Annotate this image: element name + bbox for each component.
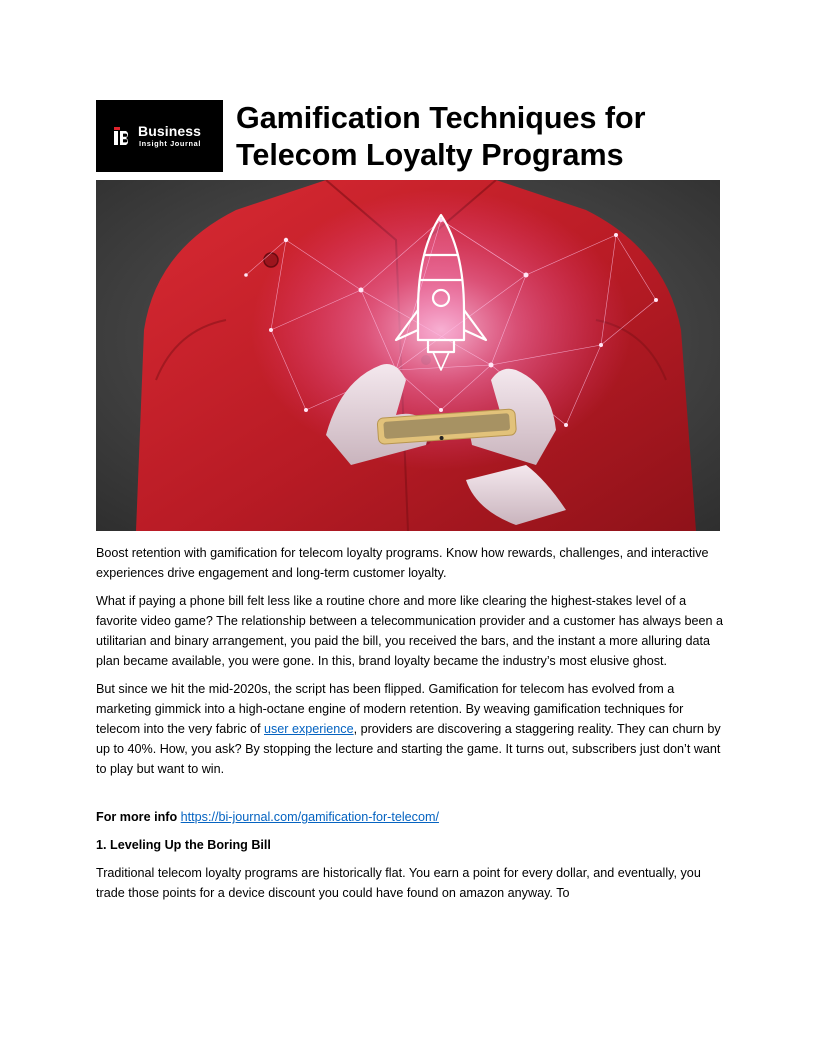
page-title	[236, 100, 720, 174]
intro-paragraph: Boost retention with gamification for telecom loyalty programs. Know how rewards, challenges, and interactive experiences drive engagement and long-term customer loyalty.	[96, 546, 709, 580]
more-info-line	[96, 807, 726, 827]
user-experience-link[interactable]: user experience	[264, 722, 354, 736]
body-paragraph-3	[96, 679, 726, 779]
logo-wordmark: Business	[138, 123, 202, 139]
hero-image	[96, 180, 720, 531]
title-line-1: Gamification Techniques for	[236, 101, 646, 135]
body-paragraph-4: Traditional telecom loyalty programs are historically flat. You earn a point for every dollar, and eventually, you trade those points for a device discount you could have found on amazon anyway. To	[96, 866, 701, 900]
title-line-2: Telecom Loyalty Programs	[236, 138, 624, 172]
more-info-label: For more info	[96, 810, 178, 824]
business-insight-journal-logo[interactable]	[96, 100, 223, 172]
more-info-link[interactable]: https://bi-journal.com/gamification-for-telecom/	[180, 810, 439, 824]
paragraph-3-text-end: , providers are discovering a staggering reality. They can churn by up to 40%. How, you ask? By stopping the lecture and starting the game. It turns out, subscribers just don’t want to play but want to win.	[96, 722, 721, 776]
paragraph-3-text-start: But since we hit the mid-2020s, the script has been flipped. Gamification for telecom has evolved from a marketing gimmick into a high-octane engine of modern retention. By weaving gamification techniques for telecom into the very fabric of	[96, 682, 684, 736]
body-paragraph-2: What if paying a phone bill felt less like a routine chore and more like clearing the highest-stakes level of a favorite video game? The relationship between a telecommunication provider and a customer has always been a utilitarian and binary arrangement, you paid the bill, you received the bars, and the instant a more alluring data plan became available, you were gone. In this, brand loyalty became the industry’s most elusive ghost.	[96, 594, 724, 668]
article-header	[96, 100, 720, 174]
section-heading: 1. Leveling Up the Boring Bill	[96, 838, 271, 852]
bi-logo-icon	[112, 125, 134, 147]
spacer	[96, 787, 726, 807]
article-body	[96, 543, 726, 911]
logo-tagline: Insight Journal	[139, 139, 201, 148]
